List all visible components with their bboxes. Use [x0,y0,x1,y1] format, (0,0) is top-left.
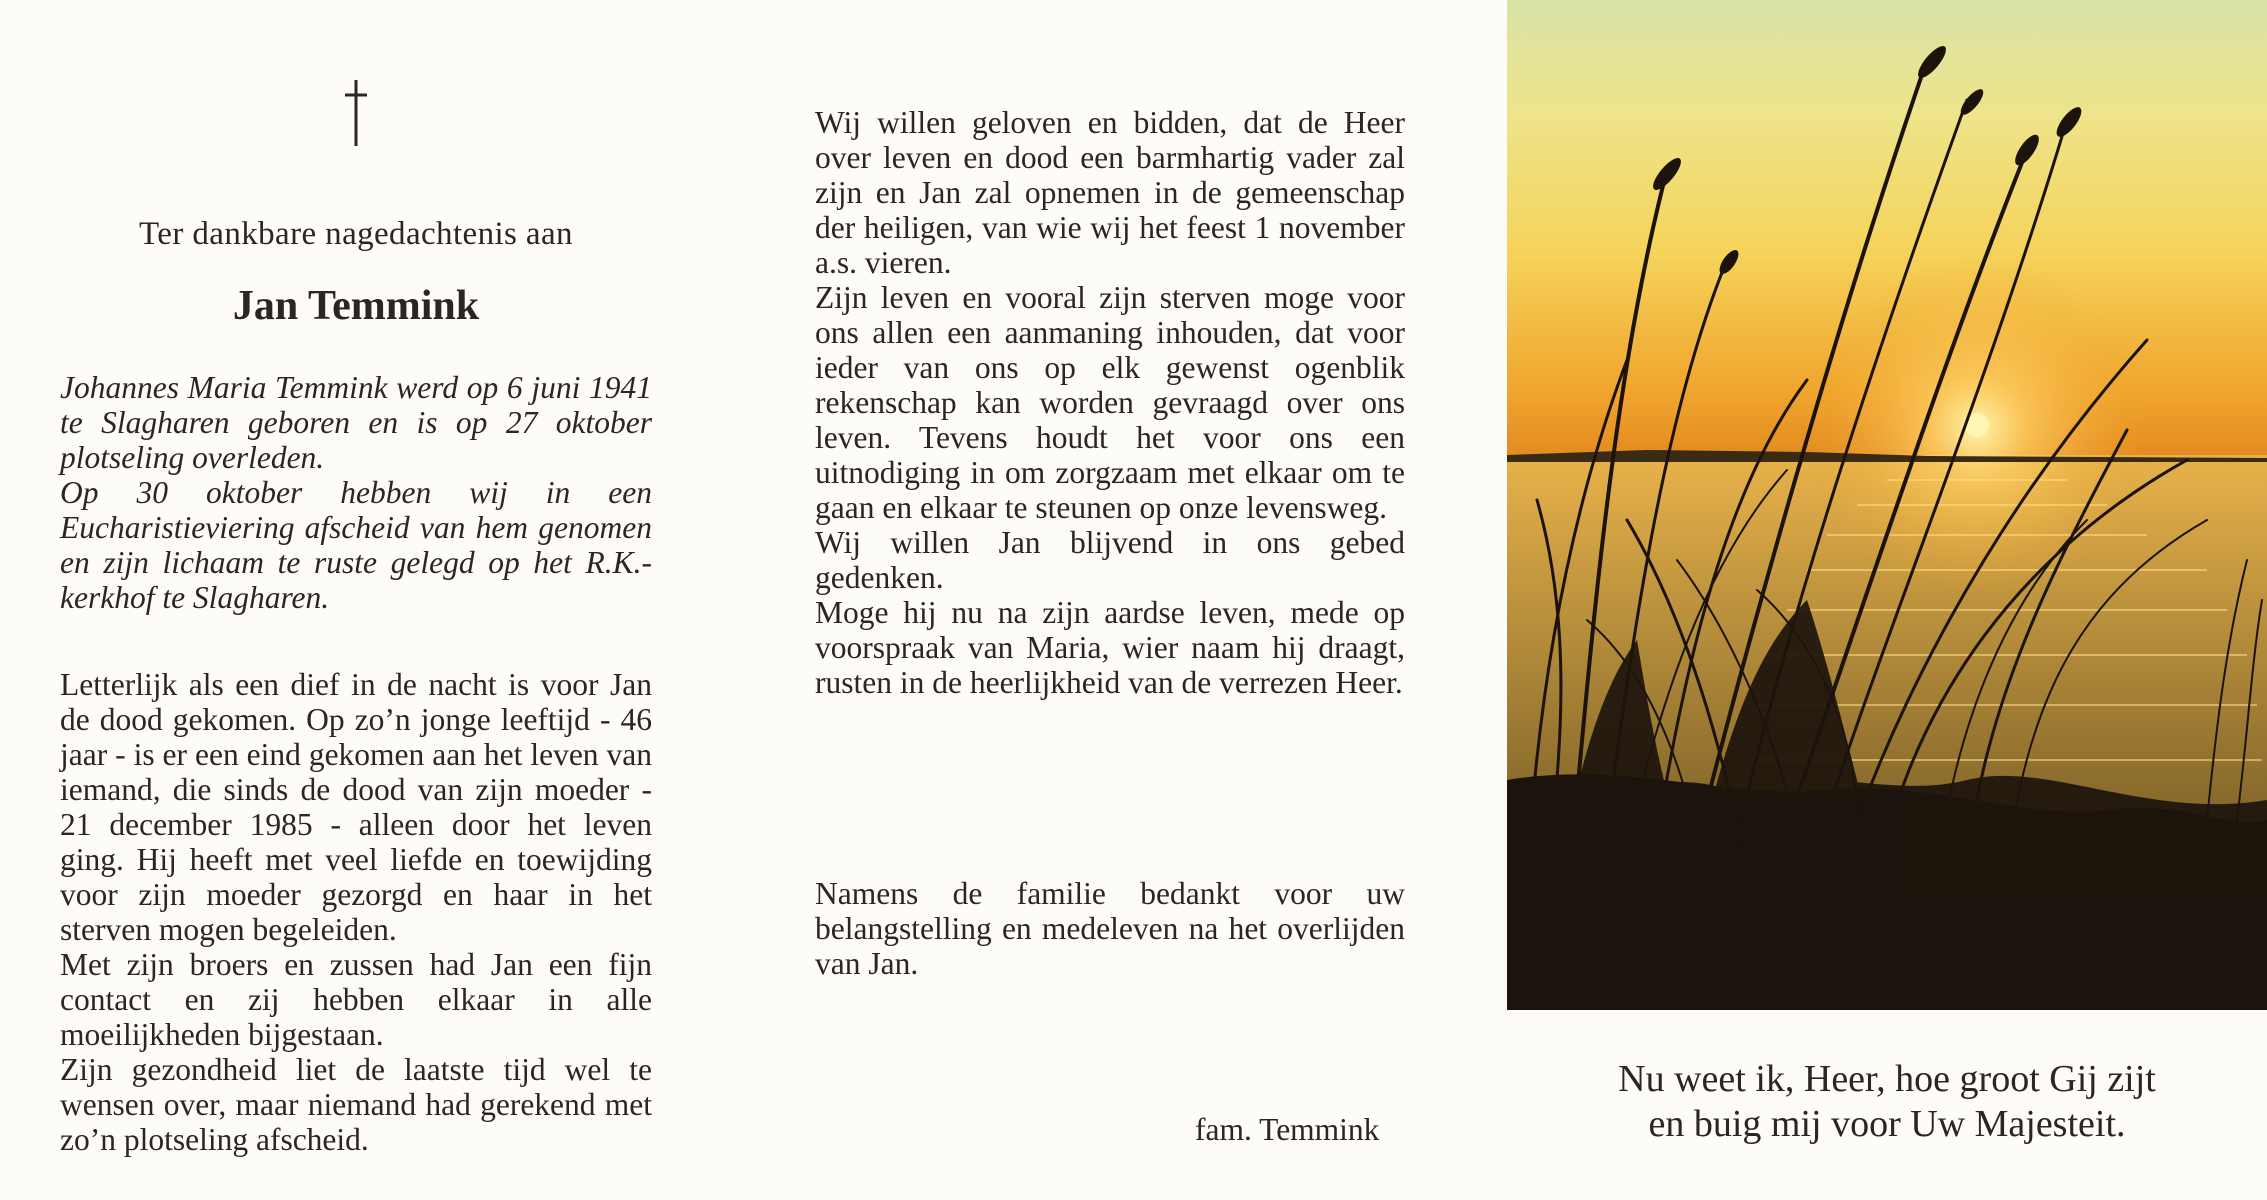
cross-icon [341,78,371,148]
bio-paragraph: Johannes Maria Temmink werd op 6 juni 1941 te Slagharen geboren en is op 27 oktober plotseling overleden. [60,370,652,475]
verse-line: en buig mij voor Uw Majesteit. [1648,1103,2126,1145]
prayer-paragraph: Wij willen geloven en bidden, dat de Heer over leven en dood een barmhartig vader zal zijn en Jan zal opnemen in de gemeenschap der heiligen, van wie wij het feest 1 november a.s. vieren. [815,105,1405,280]
story-paragraph: Met zijn broers en zussen had Jan een fijn contact en zij hebben elkaar in alle moeilijkheden bijgestaan. [60,947,652,1052]
prayer-paragraph: Moge hij nu na zijn aardse leven, mede op voorspraak van Maria, wier naam hij draagt, rusten in de heerlijkheid van de verrezen Heer. [815,595,1405,700]
family-signature: fam. Temmink [1195,1112,1380,1147]
sunset-reeds-image [1507,0,2267,1010]
family-thanks: Namens de familie bedankt voor uw belangstelling en medeleven na het overlijden van Jan. [815,876,1405,981]
sunset-reeds-photo [1507,0,2267,1010]
prayer-paragraph: Zijn leven en vooral zijn sterven moge voor ons allen een aanmaning inhouden, dat voor ieder van ons op elk gewenst ogenblik rekenschap kan worden gevraagd over ons leven. Tevens houdt het voor ons een uitnodiging in om zorgzaam met elkaar om te gaan en elkaar te steunen op onze levensweg. [815,280,1405,525]
memorial-intro: Ter dankbare nagedachtenis aan [139,216,573,252]
biography [60,370,652,615]
verse-line: Nu weet ik, Heer, hoe groot Gij zijt [1618,1058,2156,1100]
life-story [60,667,652,1157]
verse-caption [1507,1057,2267,1147]
story-paragraph: Zijn gezondheid liet de laatste tijd wel te wensen over, maar niemand had gerekend met zo’n plotseling afscheid. [60,1052,652,1157]
deceased-name: Jan Temmink [232,283,480,329]
prayer-paragraph: Wij willen Jan blijvend in ons gebed gedenken. [815,525,1405,595]
prayer-text [815,105,1405,700]
story-paragraph: Letterlijk als een dief in de nacht is voor Jan de dood gekomen. Op zo’n jonge leeftijd - 46 jaar - is er een eind gekomen aan het leven van iemand, die sinds de dood van zijn moeder - 21 december 1985 - alleen door het leven ging. Hij heeft met veel liefde en toewijding voor zijn moeder gezorgd en haar in het sterven mogen begeleiden. [60,667,652,947]
bio-paragraph: Op 30 oktober hebben wij in een Eucharistieviering afscheid van hem genomen en zijn lichaam te ruste gelegd op het R.K.-kerkhof te Slagharen. [60,475,652,615]
